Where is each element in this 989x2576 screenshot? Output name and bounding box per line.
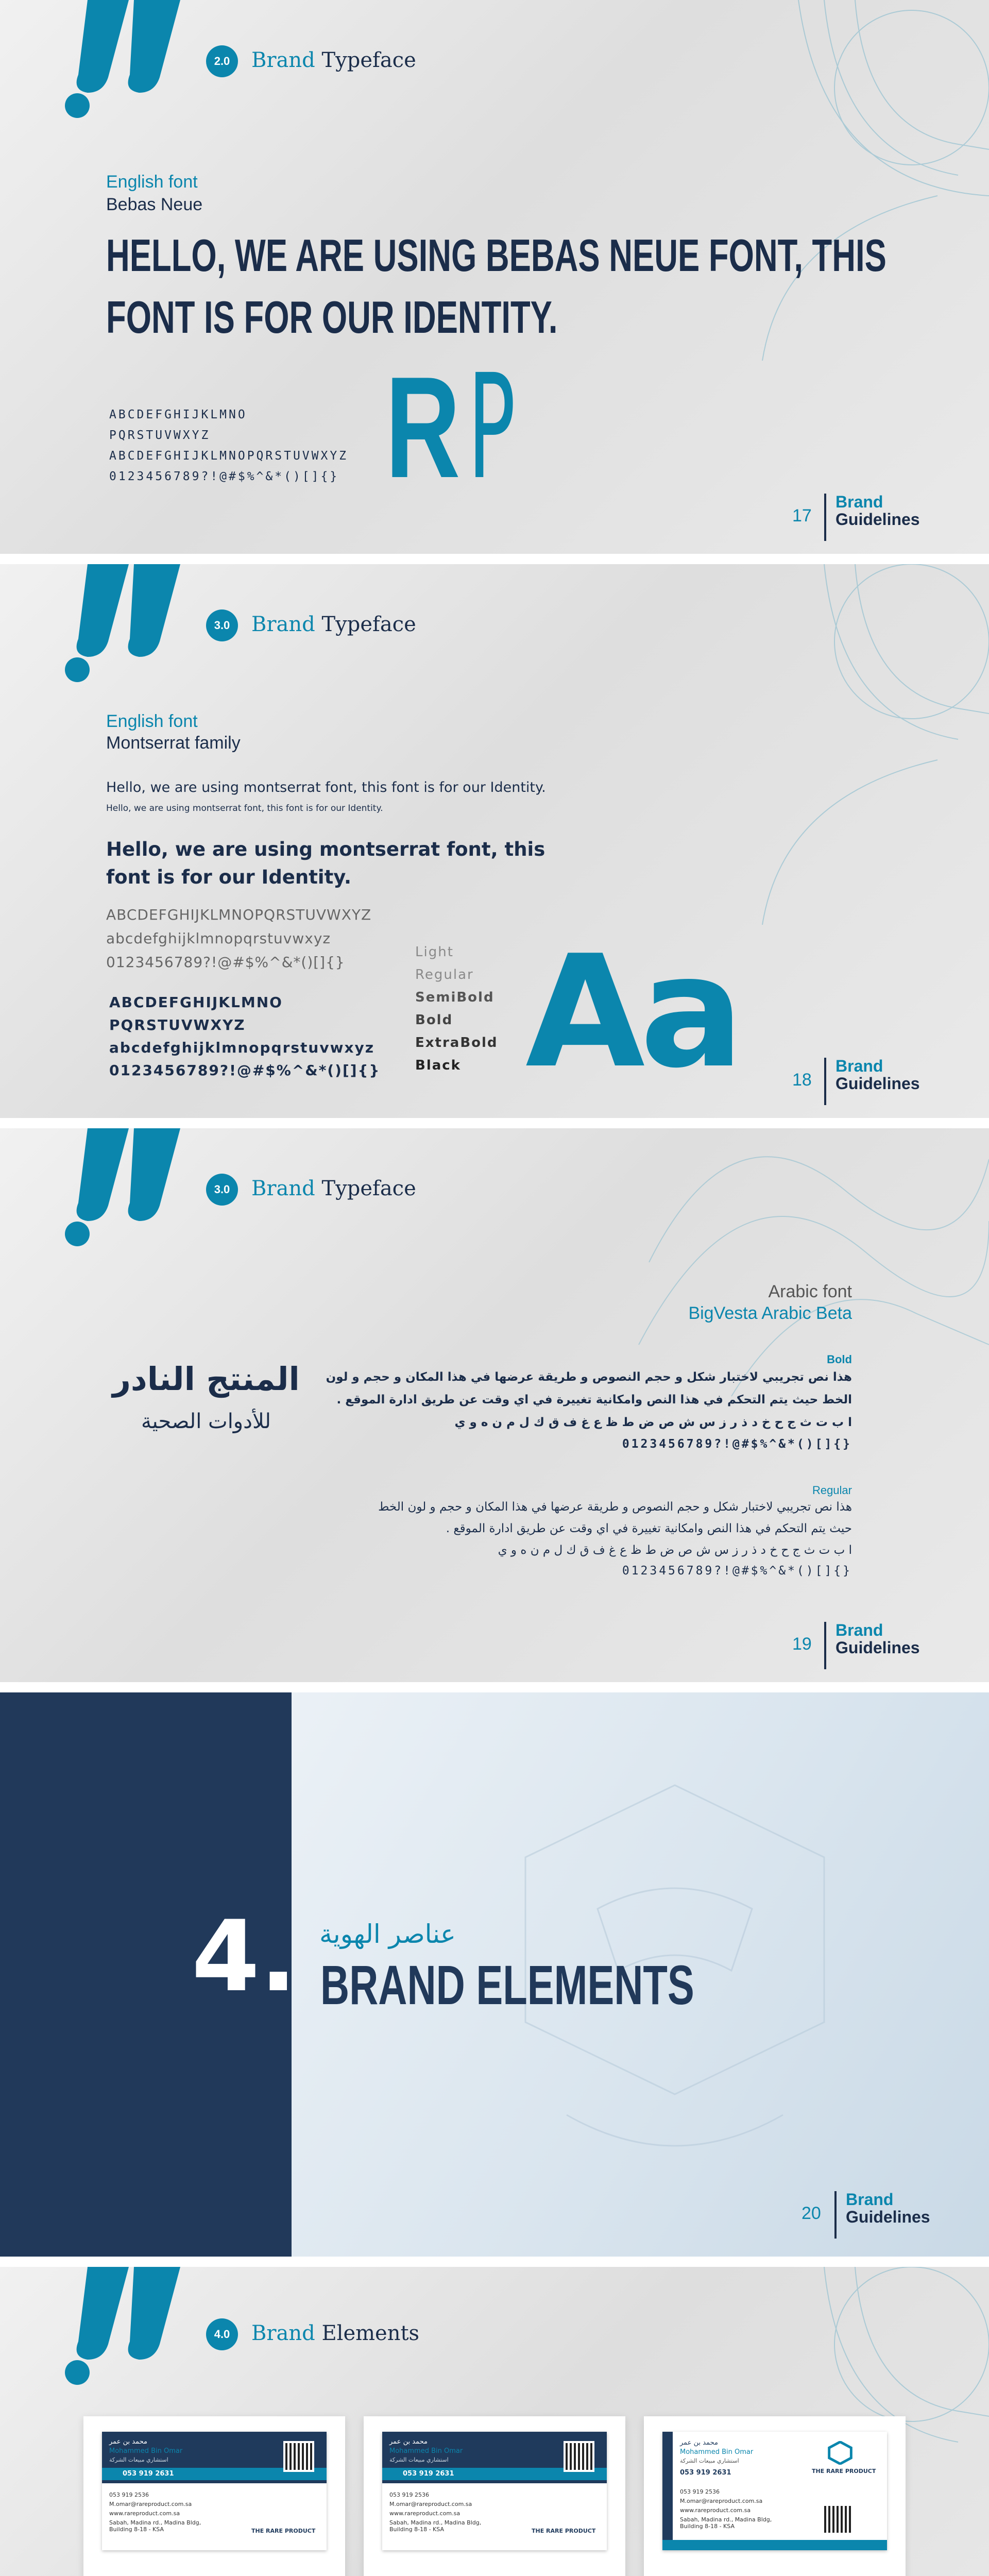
brand-mark-icon	[57, 0, 211, 118]
sample-text-regular: Hello, we are using montserrat font, this font is for our Identity.	[106, 779, 546, 795]
glyph-sample-light: P	[468, 344, 516, 512]
font-category-label: English font	[106, 711, 198, 731]
section-title: Brand Typeface	[251, 48, 416, 72]
footer-divider	[824, 1058, 826, 1105]
font-category-label: Arabic font	[768, 1282, 852, 1301]
logo-arabic-name: المنتج النادر	[112, 1360, 300, 1398]
slide-brand-typeface-montserrat	[0, 564, 989, 1118]
footer-brand: Brand	[835, 493, 883, 511]
sample-headline-line2: FONT IS FOR OUR IDENTITY.	[106, 292, 558, 343]
footer-guidelines: Guidelines	[846, 2208, 930, 2226]
charset-light: 0123456789?!@#$%^&*()[]{}	[106, 954, 345, 971]
sample-headline-line1: Hello, we are using montserrat font, this	[106, 838, 545, 860]
charset-bold: 0123456789?!@#$%^&*()[]{}	[109, 1062, 381, 1079]
arabic-bold-line: هذا نص تجريبي لاختبار شكل و حجم النصوص و طريقة عرضها في هذا المكان و حجم و لون	[326, 1370, 852, 1384]
footer-divider	[824, 1622, 826, 1669]
glyph-sample-bold: R	[385, 347, 461, 508]
charset-bold: abcdefghijklmnopqrstuvwxyz	[109, 1039, 375, 1056]
brand-mark-icon	[57, 564, 211, 683]
charset-bold: PQRSTUVWXYZ	[109, 1016, 246, 1033]
arabic-bold-line: ا ب ت ث ج ح خ د ذ ر ز س ش ص ض ط ظ ع غ ف ق ك ل م ن ه و ي	[454, 1416, 852, 1429]
decorative-arc-lines	[670, 0, 989, 361]
slide-brand-typeface-arabic	[0, 1128, 989, 1682]
footer-brand: Brand	[835, 1621, 883, 1639]
weight-black: Black	[415, 1058, 461, 1073]
footer-divider	[824, 494, 826, 541]
card-front: محمد بن عمر Mohammed Bin Omar استشاري مبيعات الشركة 053 919 2631 053 919 2536 M.omar@rareproduct.com.sa www.rareproduct.com.sa Sabah, Madina rd., Madina Bldg, Building 8-18 - KSA THE RARE PRODUCT	[102, 2432, 327, 2550]
charset-light: abcdefghijklmnopqrstuvwxyz	[106, 930, 331, 947]
sample-headline-line2: font is for our Identity.	[106, 866, 352, 888]
section-title: Brand Typeface	[251, 1177, 416, 1200]
business-card-mockup	[364, 2416, 625, 2576]
arabic-regular-line: حيث يتم التحكم في هذا النص وامكانية تغييرة في اي وقت عن طريق ادارة الموقع .	[446, 1522, 852, 1535]
card-front: محمد بن عمر Mohammed Bin Omar استشاري مبيعات الشركة 053 919 2631 053 919 2536 M.omar@rareproduct.com.sa www.rareproduct.com.sa Sabah, Madina rd., Madina Bldg, Building 8-18 - KSA THE RARE PRODUCT	[382, 2432, 607, 2550]
qr-code-icon	[283, 2441, 314, 2472]
slide-brand-typeface-bebas	[0, 0, 989, 554]
glyph-sample: Aa	[525, 922, 739, 1102]
arabic-bold-line: الخط حيث يتم التحكم في هذا النص وامكانية تغييرة في اي وقت عن طريق ادارة الموقع .	[336, 1393, 852, 1406]
footer-guidelines: Guidelines	[835, 1638, 920, 1657]
slide-brand-elements	[0, 2267, 989, 2576]
qr-code-icon	[822, 2504, 853, 2535]
section-number: 4.	[192, 1900, 297, 2013]
footer-guidelines: Guidelines	[835, 1074, 920, 1093]
footer-brand: Brand	[835, 1057, 883, 1075]
brand-mark-icon	[57, 1128, 211, 1247]
section-title: Brand Typeface	[251, 613, 416, 636]
weight-extrabold: ExtraBold	[415, 1035, 498, 1050]
business-card-mockup	[83, 2416, 345, 2576]
business-card-mockup	[644, 2416, 906, 2576]
charset-line: 0123456789?!@#$%^&*()[]{}	[109, 470, 339, 483]
charset-bold: ABCDEFGHIJKLMNO	[109, 994, 283, 1011]
section-badge: 3.0	[206, 1174, 238, 1206]
company-logo-icon	[827, 2441, 853, 2465]
sample-headline-line1: HELLO, WE ARE USING BEBAS NEUE FONT, THIS	[106, 230, 886, 281]
weight-bold: Bold	[415, 1012, 453, 1028]
charset-light: ABCDEFGHIJKLMNOPQRSTUVWXYZ	[106, 906, 372, 923]
page-number: 20	[802, 2204, 821, 2223]
page-number: 17	[792, 506, 812, 526]
weight-label-bold: Bold	[827, 1353, 852, 1366]
arabic-regular-line: ا ب ت ث ج ح خ د ذ ر ز س ش ص ض ط ظ ع غ ف ق ك ل م ن ه و ي	[498, 1544, 852, 1557]
weight-regular: Regular	[415, 967, 474, 982]
section-badge: 2.0	[206, 45, 238, 77]
section-title-arabic: عناصر الهوية	[319, 1919, 456, 1949]
qr-code-icon	[564, 2441, 594, 2472]
slide-section-divider	[0, 1692, 989, 2257]
digits-bold-line: 0123456789?!@#$%^&*()[]{}	[622, 1437, 852, 1451]
section-title: Brand Elements	[251, 2321, 420, 2345]
logo-arabic-tagline: للأدوات الصحية	[141, 1410, 271, 1433]
section-badge: 4.0	[206, 2318, 238, 2350]
font-category-label: English font	[106, 172, 198, 192]
brand-mark-icon	[57, 2267, 211, 2385]
weight-label-regular: Regular	[812, 1484, 852, 1497]
card-front: محمد بن عمر Mohammed Bin Omar استشاري مبيعات الشركة 053 919 2631 THE RARE PRODUCT 053 919 2536 M.omar@rareproduct.com.sa www.rareproduct.com.sa Sabah, Madina rd., Madina Bldg, Building 8-18 - KSA	[662, 2432, 887, 2550]
charset-line: ABCDEFGHIJKLMNOPQRSTUVWXYZ	[109, 449, 349, 463]
arabic-regular-line: هذا نص تجريبي لاختبار شكل و حجم النصوص و طريقة عرضها في هذا المكان و حجم و لون الخط	[378, 1500, 852, 1514]
weight-light: Light	[415, 944, 454, 960]
page-number: 19	[792, 1634, 812, 1654]
footer-guidelines: Guidelines	[835, 510, 920, 529]
font-name: Bebas Neue	[106, 195, 203, 214]
decorative-arc-lines	[670, 564, 989, 925]
font-name: BigVesta Arabic Beta	[688, 1303, 852, 1323]
footer-brand: Brand	[846, 2190, 894, 2209]
charset-line: PQRSTUVWXYZ	[109, 429, 211, 442]
charset-line: ABCDEFGHIJKLMNO	[109, 408, 247, 421]
section-badge: 3.0	[206, 609, 238, 641]
digits-regular-line: 0123456789?!@#$%^&*()[]{}	[622, 1564, 852, 1578]
page-number: 18	[792, 1070, 812, 1090]
font-name: Montserrat family	[106, 733, 241, 753]
sample-text-small: Hello, we are using montserrat font, this font is for our Identity.	[106, 803, 383, 814]
section-title-english: BRAND ELEMENTS	[320, 1954, 694, 2016]
weight-semibold: SemiBold	[415, 990, 494, 1005]
footer-divider	[834, 2191, 837, 2239]
